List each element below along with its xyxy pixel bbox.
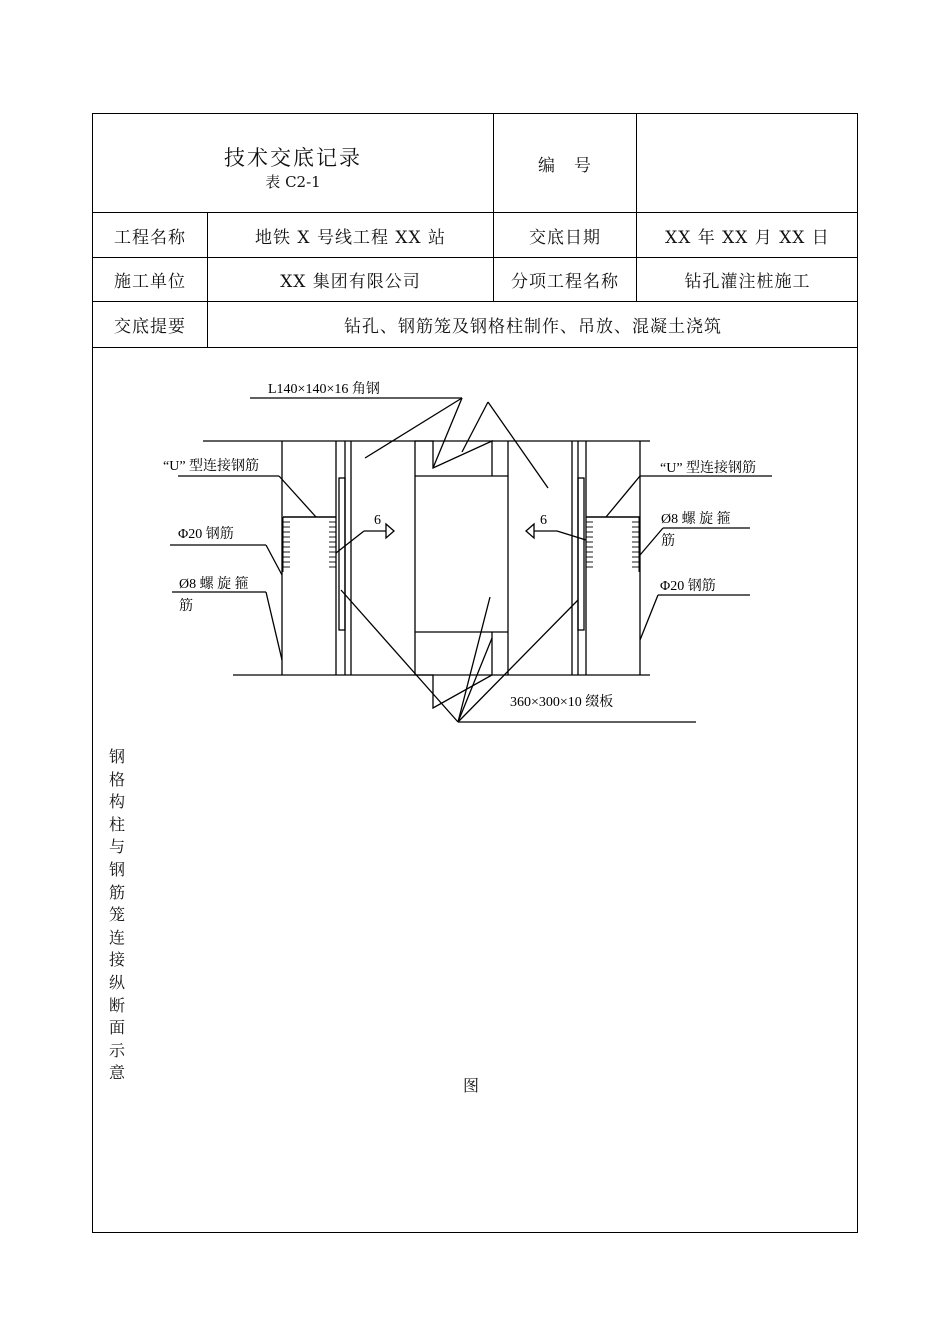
left-plate bbox=[339, 478, 345, 630]
left-u-bar bbox=[286, 517, 336, 575]
weld-size-left: 6 bbox=[374, 513, 381, 528]
summary-value: 钻孔、钢筋笼及钢格柱制作、吊放、混凝土浇筑 bbox=[344, 317, 722, 337]
label-angle-steel: L140×140×16 角钢 bbox=[268, 382, 380, 397]
construction-unit-label: 施工单位 bbox=[114, 272, 186, 292]
weld-size-right: 6 bbox=[540, 513, 547, 528]
form-title: 技术交底记录 bbox=[224, 146, 362, 170]
right-plate bbox=[578, 478, 584, 630]
section-label: 钢格构柱与钢筋笼连接纵断面示意 bbox=[108, 747, 125, 1083]
right-hatch bbox=[586, 522, 639, 567]
label-spiral-right: Ø8 螺 旋 箍 bbox=[661, 512, 731, 527]
label-spiral-left-2: 筋 bbox=[179, 599, 193, 614]
disclosure-date-value: XX 年 XX 月 XX 日 bbox=[665, 227, 830, 248]
label-u-bar-left: “U” 型连接钢筋 bbox=[163, 459, 260, 474]
label-u-bar-right: “U” 型连接钢筋 bbox=[660, 461, 757, 476]
figure-caption: 图 bbox=[463, 1076, 480, 1095]
label-spiral-right-2: 筋 bbox=[661, 534, 675, 549]
summary-label: 交底提要 bbox=[114, 317, 186, 337]
disclosure-date-label: 交底日期 bbox=[529, 227, 601, 248]
form-code: 表 C2-1 bbox=[265, 173, 321, 191]
number-label: 编 号 bbox=[538, 155, 592, 176]
sub-project-label: 分项工程名称 bbox=[511, 272, 619, 292]
break-mark-top bbox=[415, 441, 492, 476]
project-name-value: 地铁 X 号线工程 XX 站 bbox=[255, 227, 446, 248]
break-mark-bottom bbox=[415, 632, 492, 708]
label-phi20-left: Φ20 钢筋 bbox=[178, 527, 234, 542]
label-spiral-left: Ø8 螺 旋 箍 bbox=[179, 577, 249, 592]
weld-leader-left bbox=[336, 531, 364, 553]
left-hatch bbox=[283, 522, 336, 567]
sub-project-value: 钻孔灌注桩施工 bbox=[684, 272, 811, 292]
label-batten-plate: 360×300×10 缀板 bbox=[510, 695, 614, 710]
label-phi20-right: Φ20 钢筋 bbox=[660, 579, 716, 594]
project-name-label: 工程名称 bbox=[114, 227, 186, 248]
construction-unit-value: XX 集团有限公司 bbox=[280, 272, 421, 292]
